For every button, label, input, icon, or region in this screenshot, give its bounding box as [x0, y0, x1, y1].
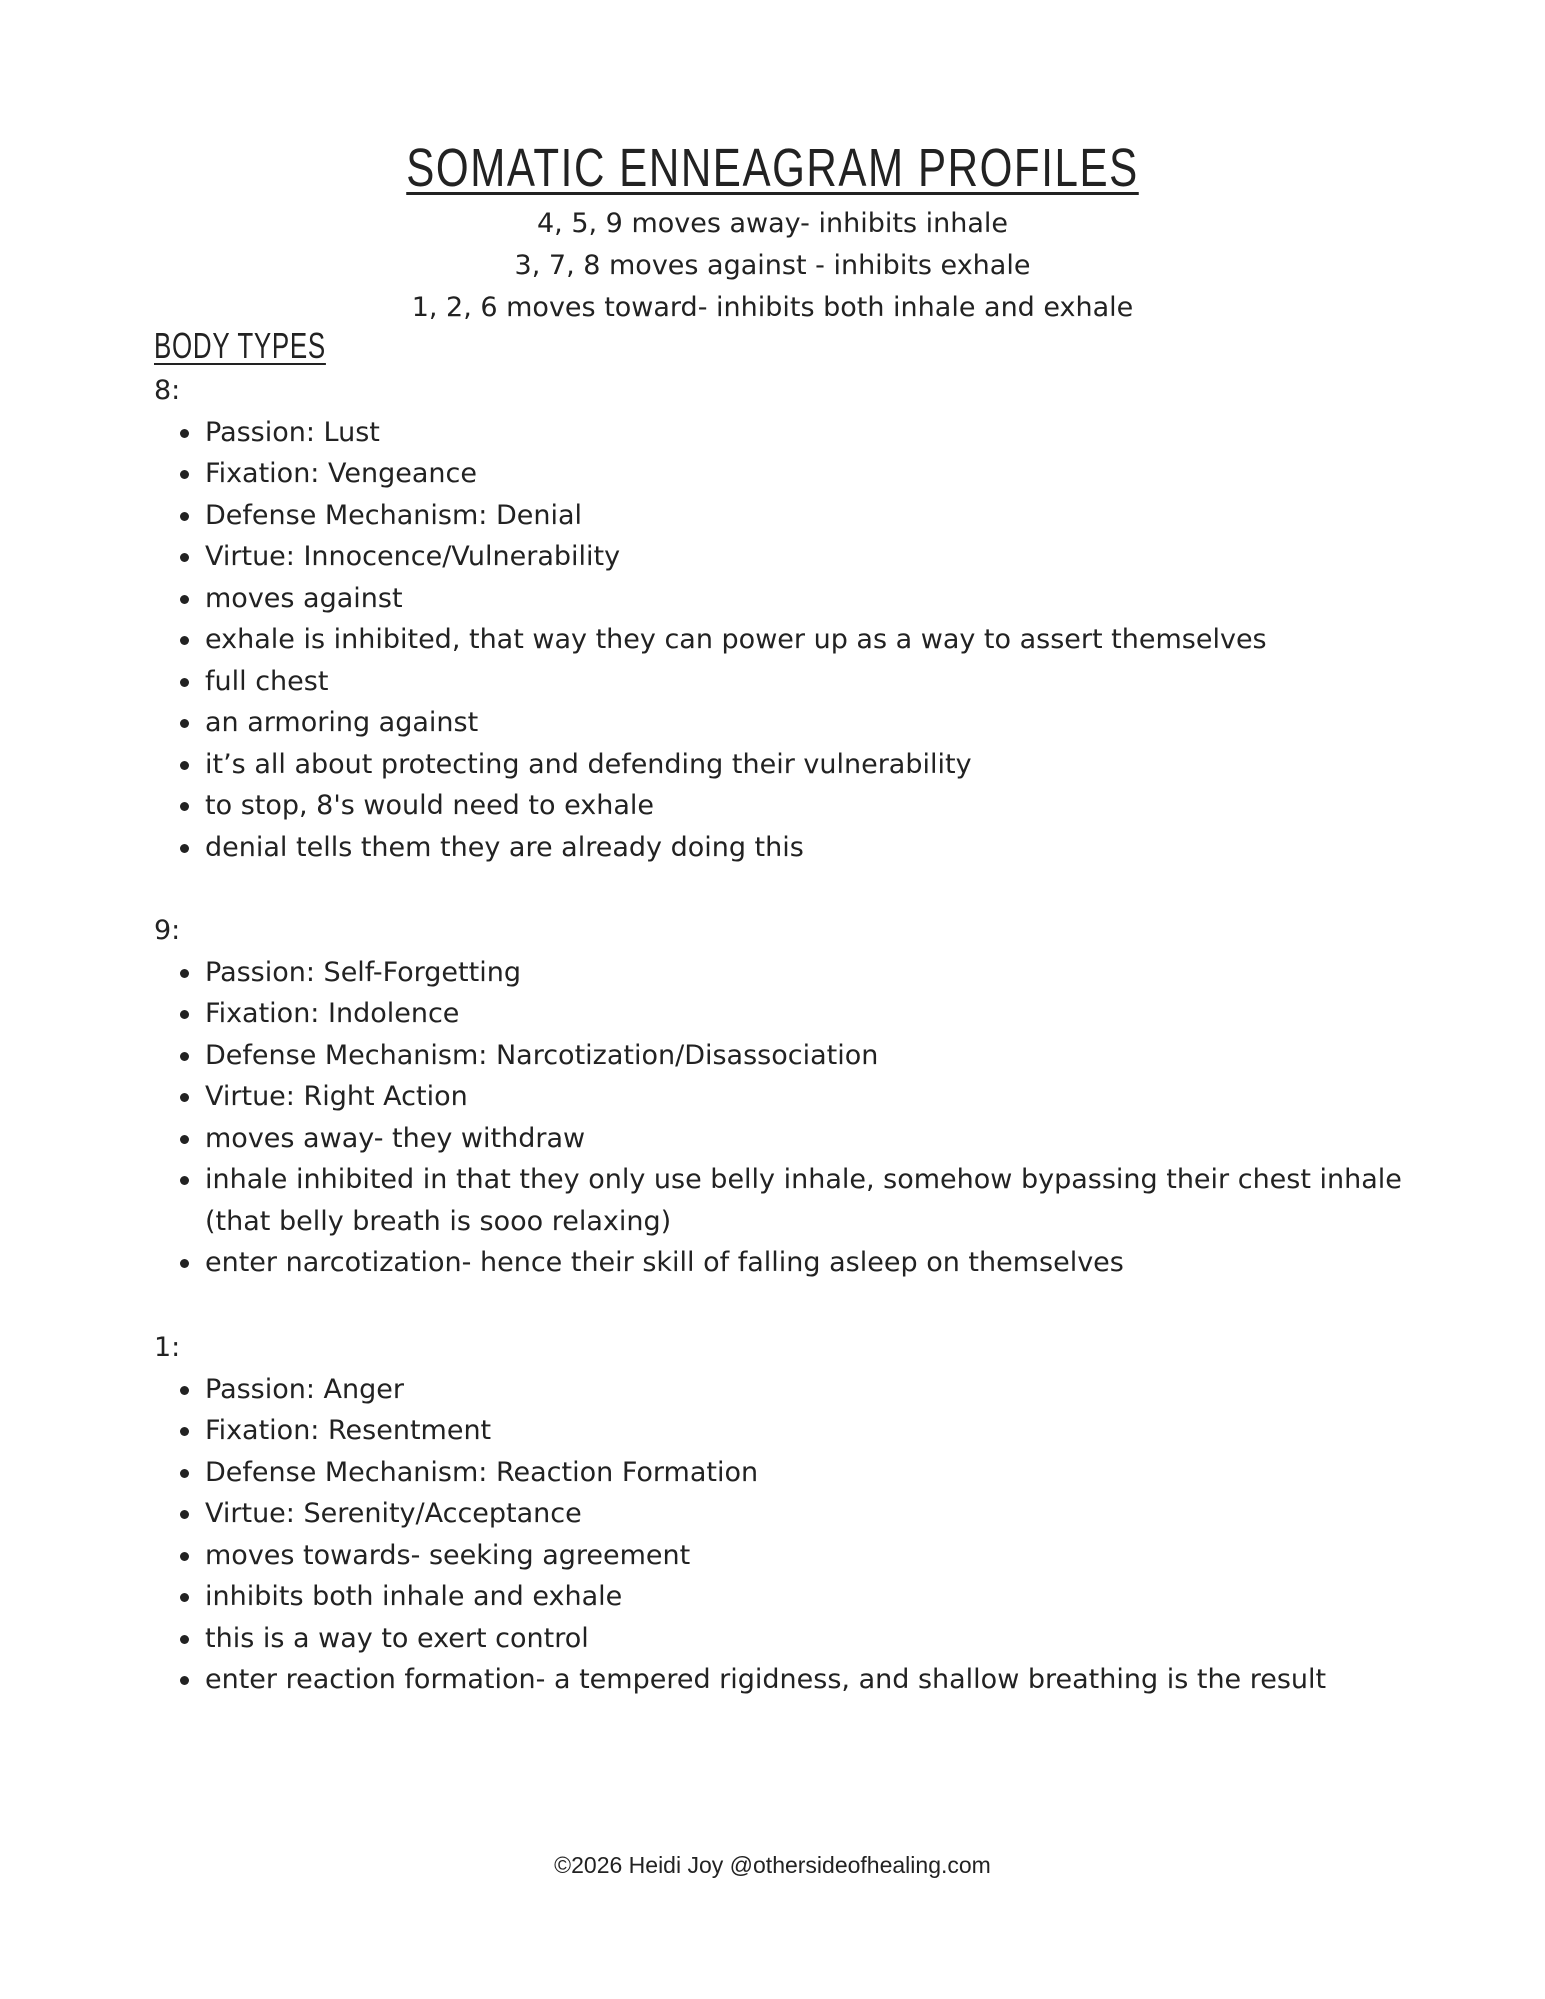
- type-block-1: [154, 1327, 1414, 1701]
- list-item: exhale is inhibited, that way they can power up as a way to assert themselves: [205, 619, 1414, 661]
- subtitle-line: 4, 5, 9 moves away- inhibits inhale: [537, 208, 1008, 239]
- list-item: Fixation: Resentment: [205, 1410, 1414, 1452]
- section-heading: BODY TYPES: [154, 325, 326, 366]
- list-item: Virtue: Serenity/Acceptance: [205, 1493, 1414, 1535]
- list-item: enter reaction formation- a tempered rigidness, and shallow breathing is the result: [205, 1659, 1414, 1701]
- list-item: Fixation: Indolence: [205, 993, 1414, 1035]
- list-item: enter narcotization- hence their skill of falling asleep on themselves: [205, 1242, 1414, 1284]
- list-item: moves towards- seeking agreement: [205, 1535, 1414, 1577]
- list-item: it’s all about protecting and defending their vulnerability: [205, 744, 1414, 786]
- type-label: 8:: [154, 375, 181, 406]
- list-item: Virtue: Innocence/Vulnerability: [205, 536, 1414, 578]
- bullet-list: [154, 1369, 1414, 1701]
- list-item: Passion: Self-Forgetting: [205, 952, 1414, 994]
- type-label: 9:: [154, 915, 181, 946]
- list-item: Defense Mechanism: Reaction Formation: [205, 1452, 1414, 1494]
- list-item: Fixation: Vengeance: [205, 453, 1414, 495]
- list-item: an armoring against: [205, 702, 1414, 744]
- list-item: inhale inhibited in that they only use belly inhale, somehow bypassing their chest inhale (that belly breath is sooo relaxing): [205, 1159, 1414, 1242]
- copyright-footer: ©2026 Heidi Joy @othersideofhealing.com: [554, 1852, 991, 1878]
- list-item: this is a way to exert control: [205, 1618, 1414, 1660]
- bullet-list: [154, 412, 1414, 869]
- bullet-list: [154, 952, 1414, 1284]
- list-item: moves against: [205, 578, 1414, 620]
- subtitle-line: 3, 7, 8 moves against - inhibits exhale: [514, 250, 1031, 281]
- list-item: Defense Mechanism: Denial: [205, 495, 1414, 537]
- type-block-8: [154, 370, 1414, 868]
- list-item: to stop, 8's would need to exhale: [205, 785, 1414, 827]
- subtitle-block: [0, 203, 1545, 329]
- list-item: denial tells them they are already doing this: [205, 827, 1414, 869]
- page-title-text: SOMATIC ENNEAGRAM PROFILES: [406, 138, 1139, 198]
- list-item: Passion: Anger: [205, 1369, 1414, 1411]
- list-item: Passion: Lust: [205, 412, 1414, 454]
- list-item: Defense Mechanism: Narcotization/Disassociation: [205, 1035, 1414, 1077]
- list-item: inhibits both inhale and exhale: [205, 1576, 1414, 1618]
- subtitle-line: 1, 2, 6 moves toward- inhibits both inhale and exhale: [411, 292, 1134, 323]
- list-item: moves away- they withdraw: [205, 1118, 1414, 1160]
- type-label: 1:: [154, 1332, 181, 1363]
- page-title: [170, 138, 1375, 198]
- list-item: full chest: [205, 661, 1414, 703]
- type-block-9: [154, 910, 1414, 1284]
- list-item: Virtue: Right Action: [205, 1076, 1414, 1118]
